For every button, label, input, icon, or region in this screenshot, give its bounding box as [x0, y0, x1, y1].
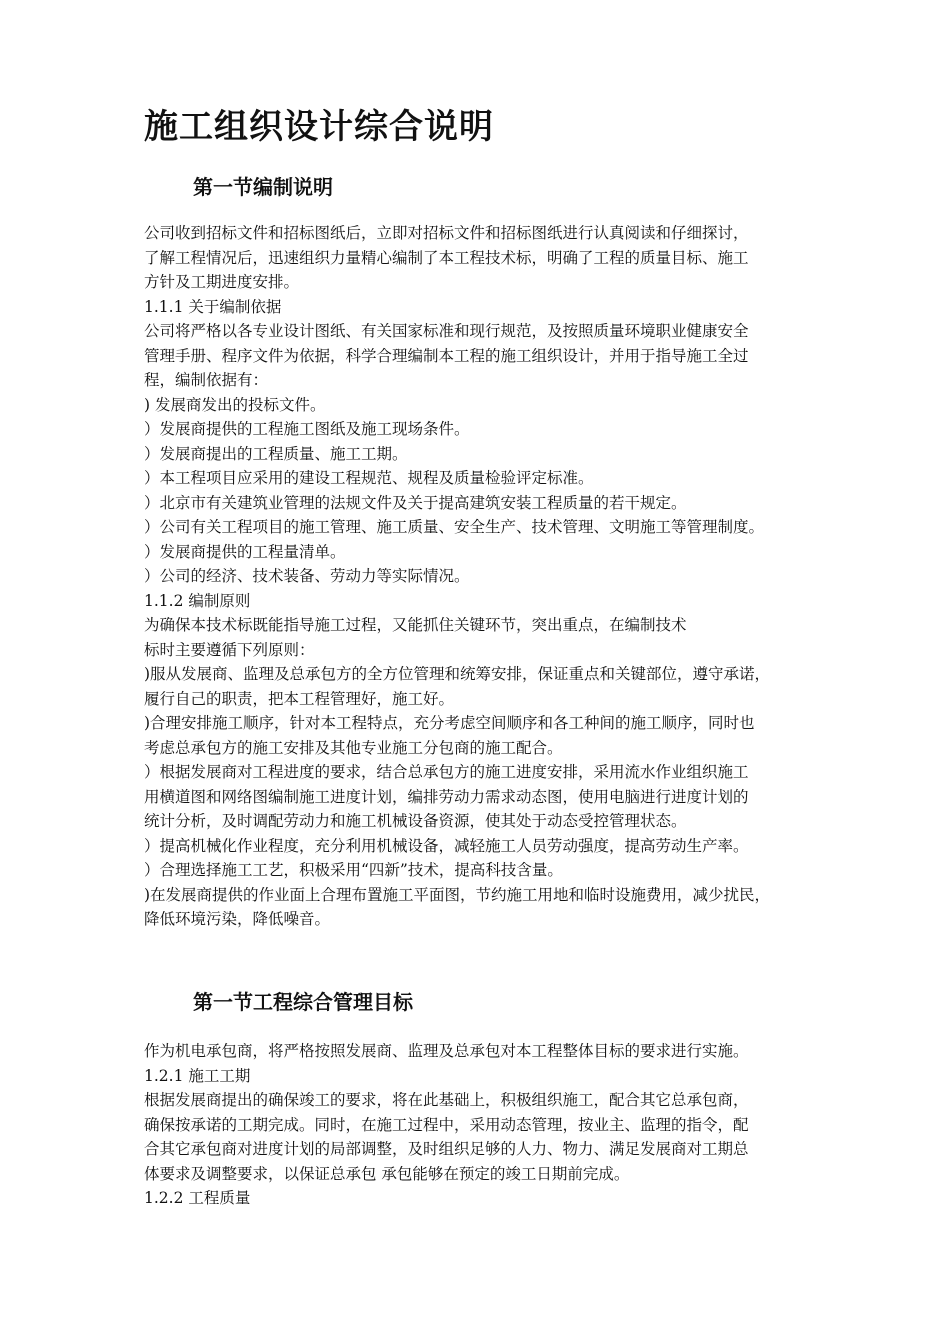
text-line: 降低环境污染，降低噪音。 — [144, 910, 331, 928]
text-line: 公司将严格以各专业设计图纸、有关国家标准和现行规范，及按照质量环境职业健康安全 — [144, 322, 749, 340]
text-line: 管理手册、程序文件为依据，科学合理编制本工程的施工组织设计，并用于指导施工全过 — [144, 346, 749, 365]
text-line: 标时主要遵循下列原则： — [144, 640, 315, 659]
text-line: ）合理选择施工工艺，积极采用“四新”技术，提高科技含量。 — [144, 861, 563, 879]
text-line: ) 发展商发出的投标文件。 — [144, 395, 326, 414]
text-line: 根据发展商提出的确保竣工的要求，将在此基础上，积极组织施工，配合其它总承包商， — [144, 1091, 749, 1109]
text-line: 程，编制依据有： — [144, 371, 269, 389]
text-line: ）发展商提供的工程量清单。 — [144, 542, 346, 561]
section-body-compilation — [144, 221, 824, 932]
text-line: 1.2.2 工程质量 — [144, 1189, 251, 1207]
text-line: ）北京市有关建筑业管理的法规文件及关于提高建筑安装工程质量的若干规定。 — [144, 493, 687, 512]
text-line: 方针及工期进度安排。 — [144, 273, 300, 291]
text-line: 1.2.1 施工工期 — [144, 1066, 251, 1085]
text-line: )服从发展商、监理及总承包方的全方位管理和统筹安排，保证重点和关键部位，遵守承诺， — [144, 665, 771, 683]
text-line: 确保按承诺的工期完成。同时，在施工过程中，采用动态管理，按业主、监理的指令，配 — [144, 1115, 749, 1134]
text-line: ）发展商提出的工程质量、施工工期。 — [144, 444, 408, 463]
text-line: 公司收到招标文件和招标图纸后，立即对招标文件和招标图纸进行认真阅读和仔细探讨， — [144, 224, 749, 242]
text-line: 统计分析，及时调配劳动力和施工机械设备资源，使其处于动态受控管理状态。 — [144, 812, 687, 830]
section-heading-management-goals: 第一节工程综合管理目标 — [193, 990, 413, 1014]
text-line: ）公司有关工程项目的施工管理、施工质量、安全生产、技术管理、文明施工等管理制度。 — [144, 518, 765, 536]
text-line: ）发展商提供的工程施工图纸及施工现场条件。 — [144, 420, 470, 438]
text-line: 合其它承包商对进度计划的局部调整，及时组织足够的人力、物力、满足发展商对工期总 — [144, 1140, 749, 1158]
text-line: 为确保本技术标既能指导施工过程，又能抓住关键环节，突出重点，在编制技术 — [144, 616, 687, 634]
text-line: )在发展商提供的作业面上合理布置施工平面图，节约施工用地和临时设施费用，减少扰民， — [144, 885, 771, 904]
text-line: 履行自己的职责，把本工程管理好，施工好。 — [144, 689, 455, 708]
text-line: 作为机电承包商，将严格按照发展商、监理及总承包对本工程整体目标的要求进行实施。 — [144, 1042, 749, 1060]
text-line: 体要求及调整要求，以保证总承包 承包能够在预定的竣工日期前完成。 — [144, 1164, 630, 1183]
text-line: 了解工程情况后，迅速组织力量精心编制了本工程技术标，明确了工程的质量目标、施工 — [144, 248, 749, 267]
text-line: 用横道图和网络图编制施工进度计划，编排劳动力需求动态图，使用电脑进行进度计划的 — [144, 787, 749, 806]
document-title: 施工组织设计综合说明 — [144, 107, 494, 147]
text-line: 1.1.2 编制原则 — [144, 591, 251, 610]
text-line: 1.1.1 关于编制依据 — [144, 297, 282, 316]
text-line: )合理安排施工顺序，针对本工程特点，充分考虑空间顺序和各工种间的施工顺序，同时也 — [144, 714, 755, 732]
text-line: ）公司的经济、技术装备、劳动力等实际情况。 — [144, 567, 470, 585]
section-heading-compilation: 第一节编制说明 — [193, 175, 333, 199]
text-line: ）根据发展商对工程进度的要求，结合总承包方的施工进度安排，采用流水作业组织施工 — [144, 763, 749, 781]
text-line: ）本工程项目应采用的建设工程规范、规程及质量检验评定标准。 — [144, 469, 594, 487]
text-line: 考虑总承包方的施工安排及其他专业施工分包商的施工配合。 — [144, 738, 563, 757]
text-line: ）提高机械化作业程度，充分利用机械设备，减轻施工人员劳动强度，提高劳动生产率。 — [144, 836, 749, 855]
section-body-management-goals — [144, 1039, 824, 1211]
